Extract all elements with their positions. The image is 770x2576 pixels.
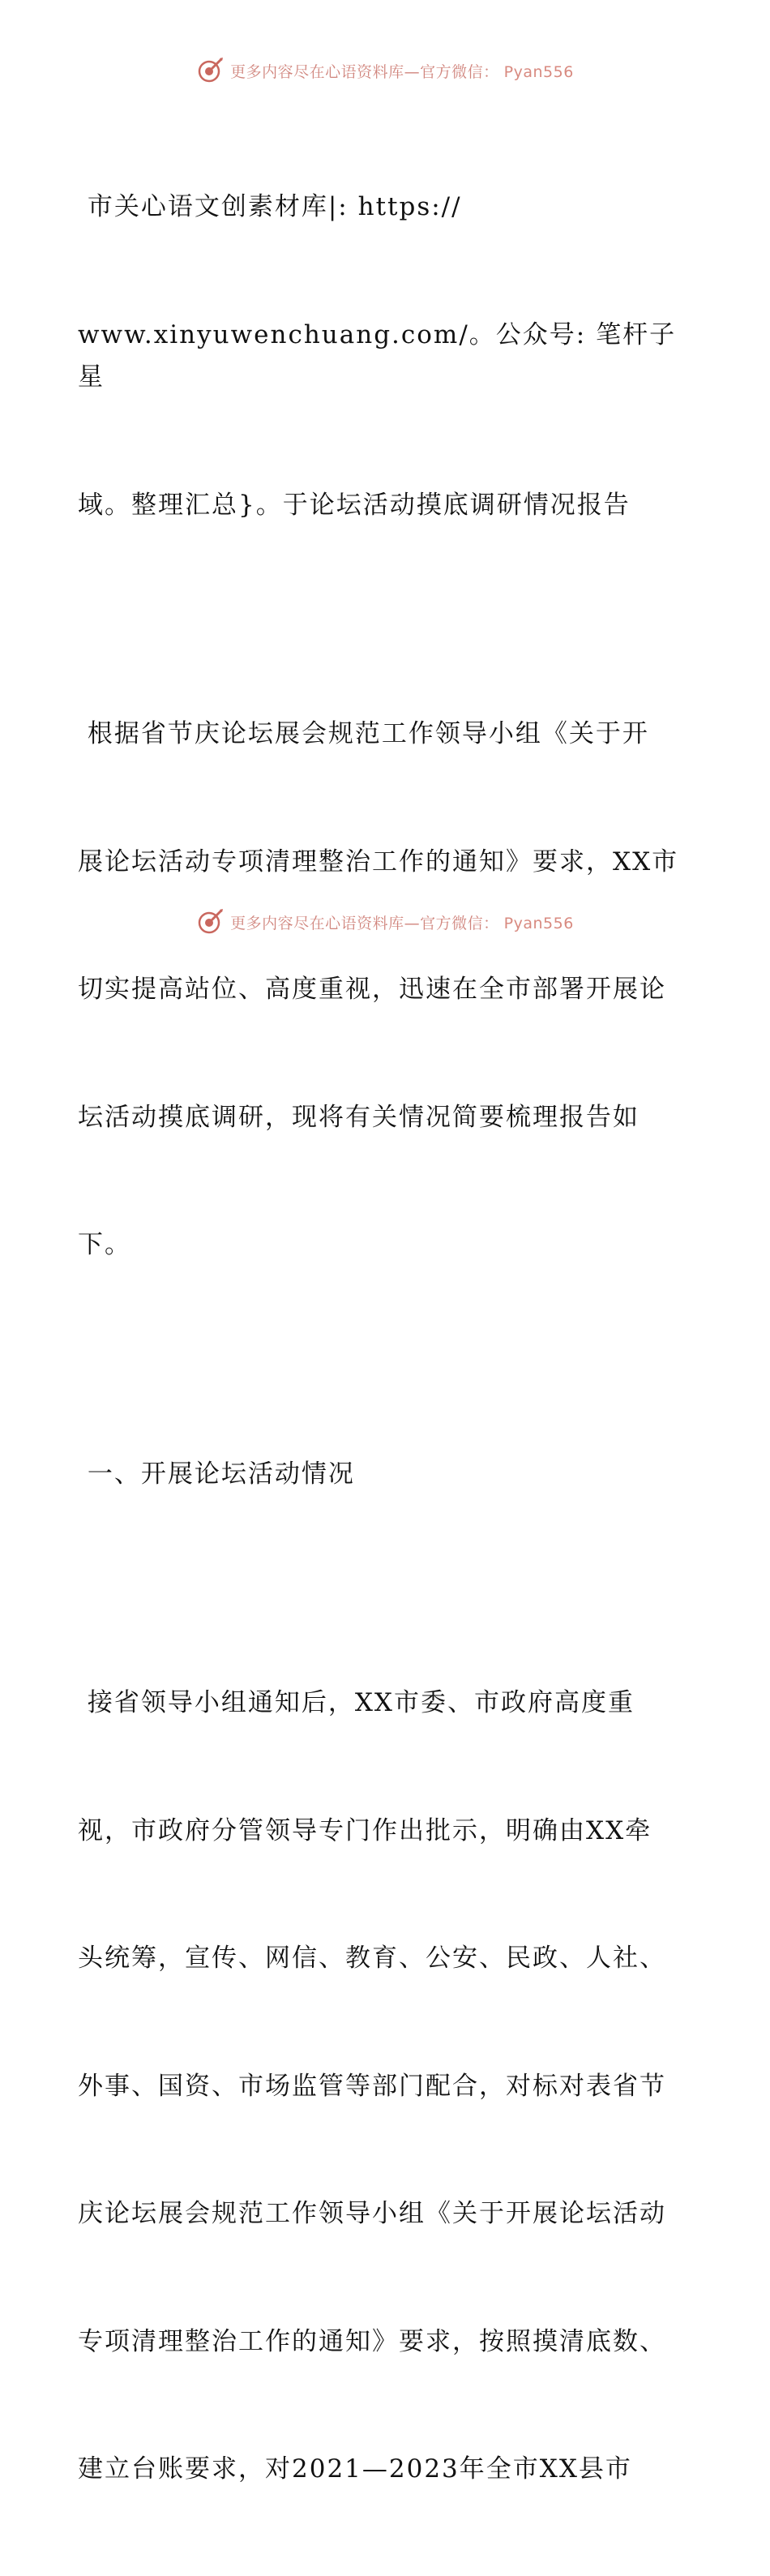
document-body: [78, 101, 694, 2576]
paragraph-intro: [78, 101, 694, 611]
heading-line: 一、开展论坛活动情况: [78, 1459, 355, 1489]
text-line: 市关心语文创素材库|: https://: [78, 192, 462, 221]
brush-logo-icon: [196, 57, 224, 84]
text-line: www.xinyuwenchuang.com/。公众号: 笔杆子星: [78, 319, 677, 392]
text-line: 域。整理汇总}。于论坛活动摸底调研情况报告: [78, 490, 631, 520]
paragraph-section-body: [78, 1597, 694, 2576]
brush-logo-icon: [196, 908, 224, 936]
text-line: 下。: [78, 1230, 131, 1259]
text-line: 切实提高站位、高度重视，迅速在全市部署开展论: [78, 975, 666, 1004]
text-line: 展论坛活动专项清理整治工作的通知》要求，XX市: [78, 847, 679, 877]
text-line: 视，市政府分管领导专门作出批示，明确由XX牵: [78, 1815, 652, 1845]
text-line: 接省领导小组通知后，XX市委、市政府高度重: [78, 1688, 635, 1717]
header-watermark: [0, 57, 770, 84]
section-heading: [78, 1368, 694, 1581]
watermark-text: 更多内容尽在心语资料库—官方微信： Pyan556: [230, 914, 574, 932]
text-line: 建立台账要求，对2021—2023年全市XX县市: [78, 2454, 632, 2484]
text-line: 根据省节庆论坛展会规范工作领导小组《关于开: [78, 719, 649, 748]
text-line: 专项清理整治工作的通知》要求，按照摸清底数、: [78, 2326, 666, 2356]
text-line: 坛活动摸底调研，现将有关情况简要梳理报告如: [78, 1102, 640, 1132]
text-line: 庆论坛展会规范工作领导小组《关于开展论坛活动: [78, 2199, 666, 2228]
footer-watermark: [0, 908, 770, 936]
paragraph-background: [78, 628, 694, 1352]
text-line: 外事、国资、市场监管等部门配合，对标对表省节: [78, 2071, 666, 2101]
watermark-text: 更多内容尽在心语资料库—官方微信： Pyan556: [230, 62, 574, 81]
text-line: 头统筹，宣传、网信、教育、公安、民政、人社、: [78, 1944, 666, 1973]
